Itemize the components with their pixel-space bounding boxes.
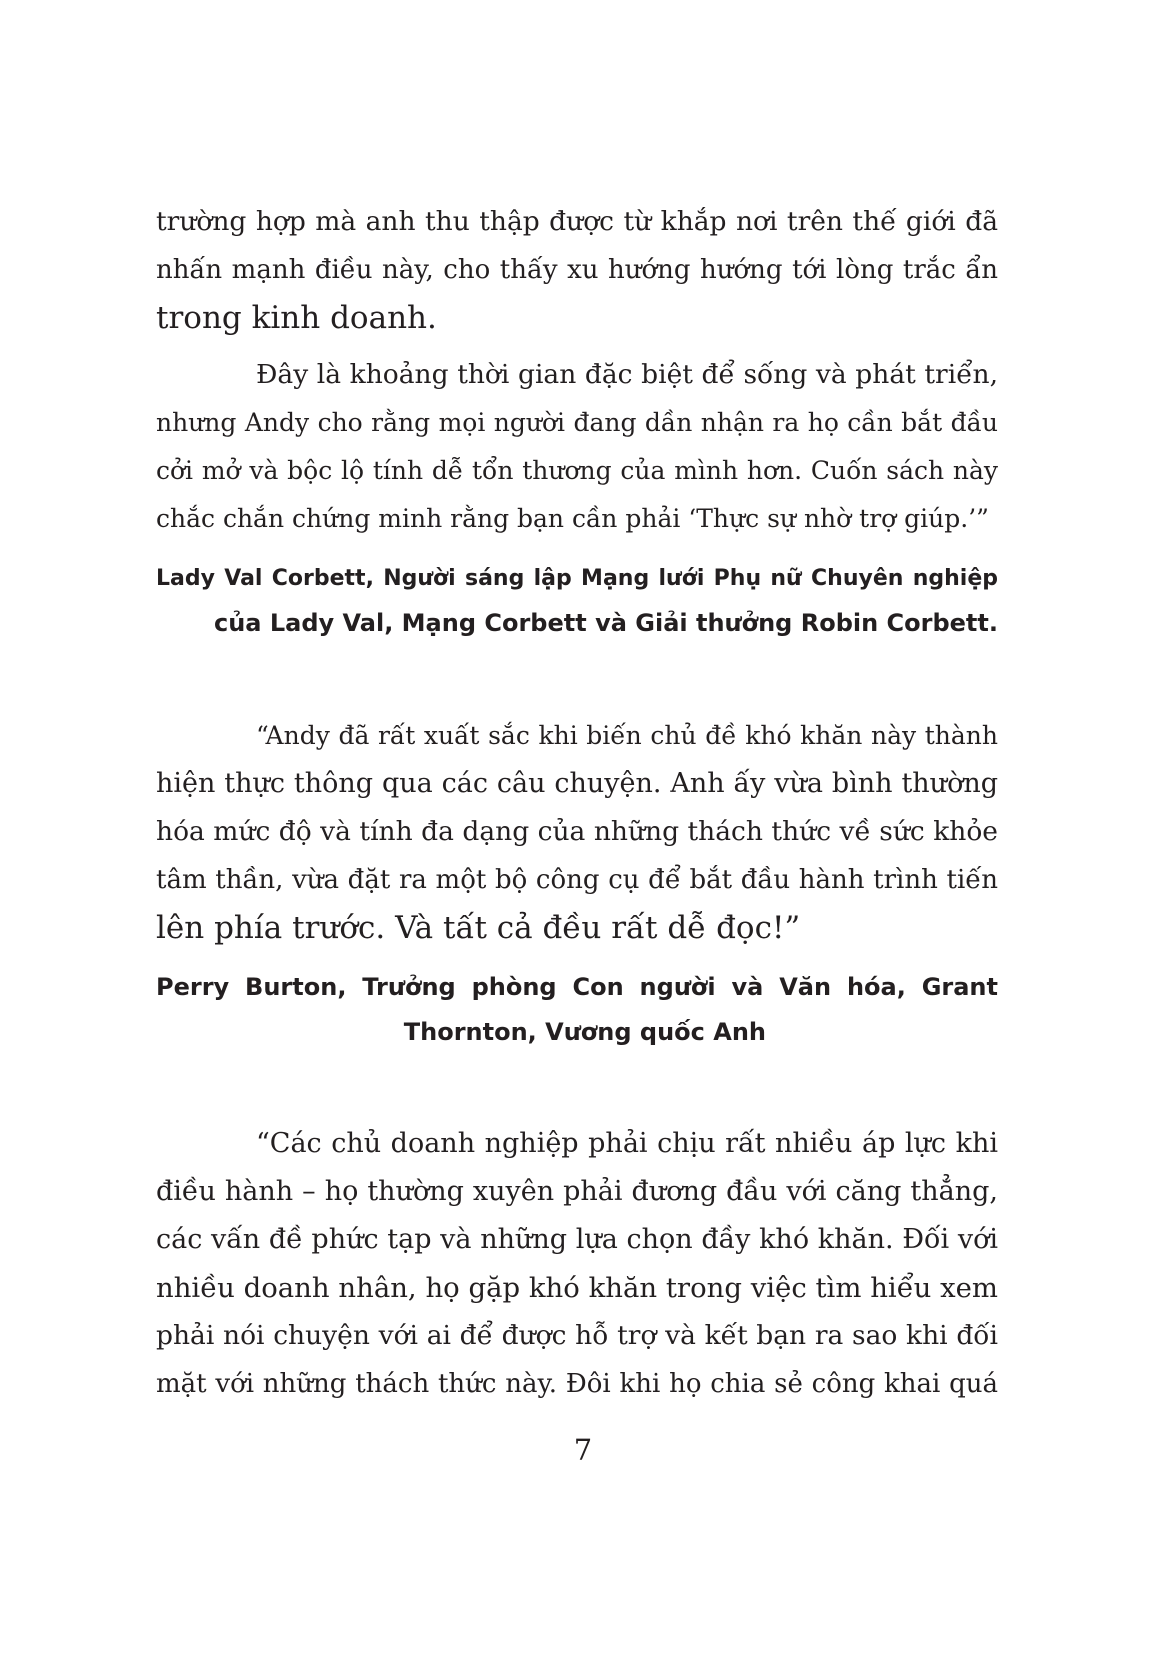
attribution-line: của Lady Val, Mạng Corbett và Giải thưởng Robin Corbett.: [213, 609, 998, 637]
attribution-line: Thornton, Vương quốc Anh: [403, 1018, 766, 1046]
text-line: “Andy đã rất xuất sắc khi biến chủ đề khó khăn này thành: [256, 721, 998, 750]
attribution-line: Lady Val Corbett, Người sáng lập Mạng lưới Phụ nữ Chuyên nghiệp: [156, 566, 998, 591]
text-line: mặt với những thách thức này. Đôi khi họ chia sẻ công khai quá: [156, 1369, 998, 1399]
text-line: nhấn mạnh điều này, cho thấy xu hướng hướng tới lòng trắc ẩn: [156, 255, 998, 285]
text-line: các vấn đề phức tạp và những lựa chọn đầy khó khăn. Đối với: [156, 1224, 998, 1255]
text-line: nhiều doanh nhân, họ gặp khó khăn trong việc tìm hiểu xem: [156, 1272, 998, 1304]
text-line: lên phía trước. Và tất cả đều rất dễ đọc!”: [156, 910, 801, 946]
text-line: phải nói chuyện với ai để được hỗ trợ và kết bạn ra sao khi đối: [156, 1320, 998, 1351]
page-number: 7: [573, 1433, 593, 1467]
text-line: hóa mức độ và tính đa dạng của những thách thức về sức khỏe: [156, 816, 998, 847]
attribution-perry-burton: [156, 965, 998, 1055]
attribution-lady-val-corbett: [156, 556, 998, 646]
text-line: nhưng Andy cho rằng mọi người đang dần nhận ra họ cần bắt đầu: [156, 408, 998, 437]
text-line: cởi mở và bộc lộ tính dễ tổn thương của mình hơn. Cuốn sách này: [156, 456, 998, 485]
paragraph-quote-1-end: [156, 351, 998, 543]
text-line: chắc chắn chứng minh rằng bạn cần phải ‘Thực sự nhờ trợ giúp.’”: [156, 504, 989, 533]
text-line: Đây là khoảng thời gian đặc biệt để sống và phát triển,: [256, 359, 998, 390]
text-line: tâm thần, vừa đặt ra một bộ công cụ để bắt đầu hành trình tiến: [156, 865, 998, 895]
text-line: trường hợp mà anh thu thập được từ khắp nơi trên thế giới đã: [156, 206, 998, 237]
paragraph-quote-3: [156, 1120, 998, 1408]
attribution-line: Perry Burton, Trưởng phòng Con người và Văn hóa, Grant: [156, 973, 998, 1001]
text-line: trong kinh doanh.: [156, 300, 437, 336]
text-line: hiện thực thông qua các câu chuyện. Anh ấy vừa bình thường: [156, 768, 998, 799]
paragraph-quote-2: [156, 712, 998, 952]
text-line: điều hành – họ thường xuyên phải đương đầu với căng thẳng,: [156, 1176, 998, 1207]
text-line: “Các chủ doanh nghiệp phải chịu rất nhiều áp lực khi: [256, 1128, 998, 1159]
paragraph-continuation: [156, 198, 998, 342]
